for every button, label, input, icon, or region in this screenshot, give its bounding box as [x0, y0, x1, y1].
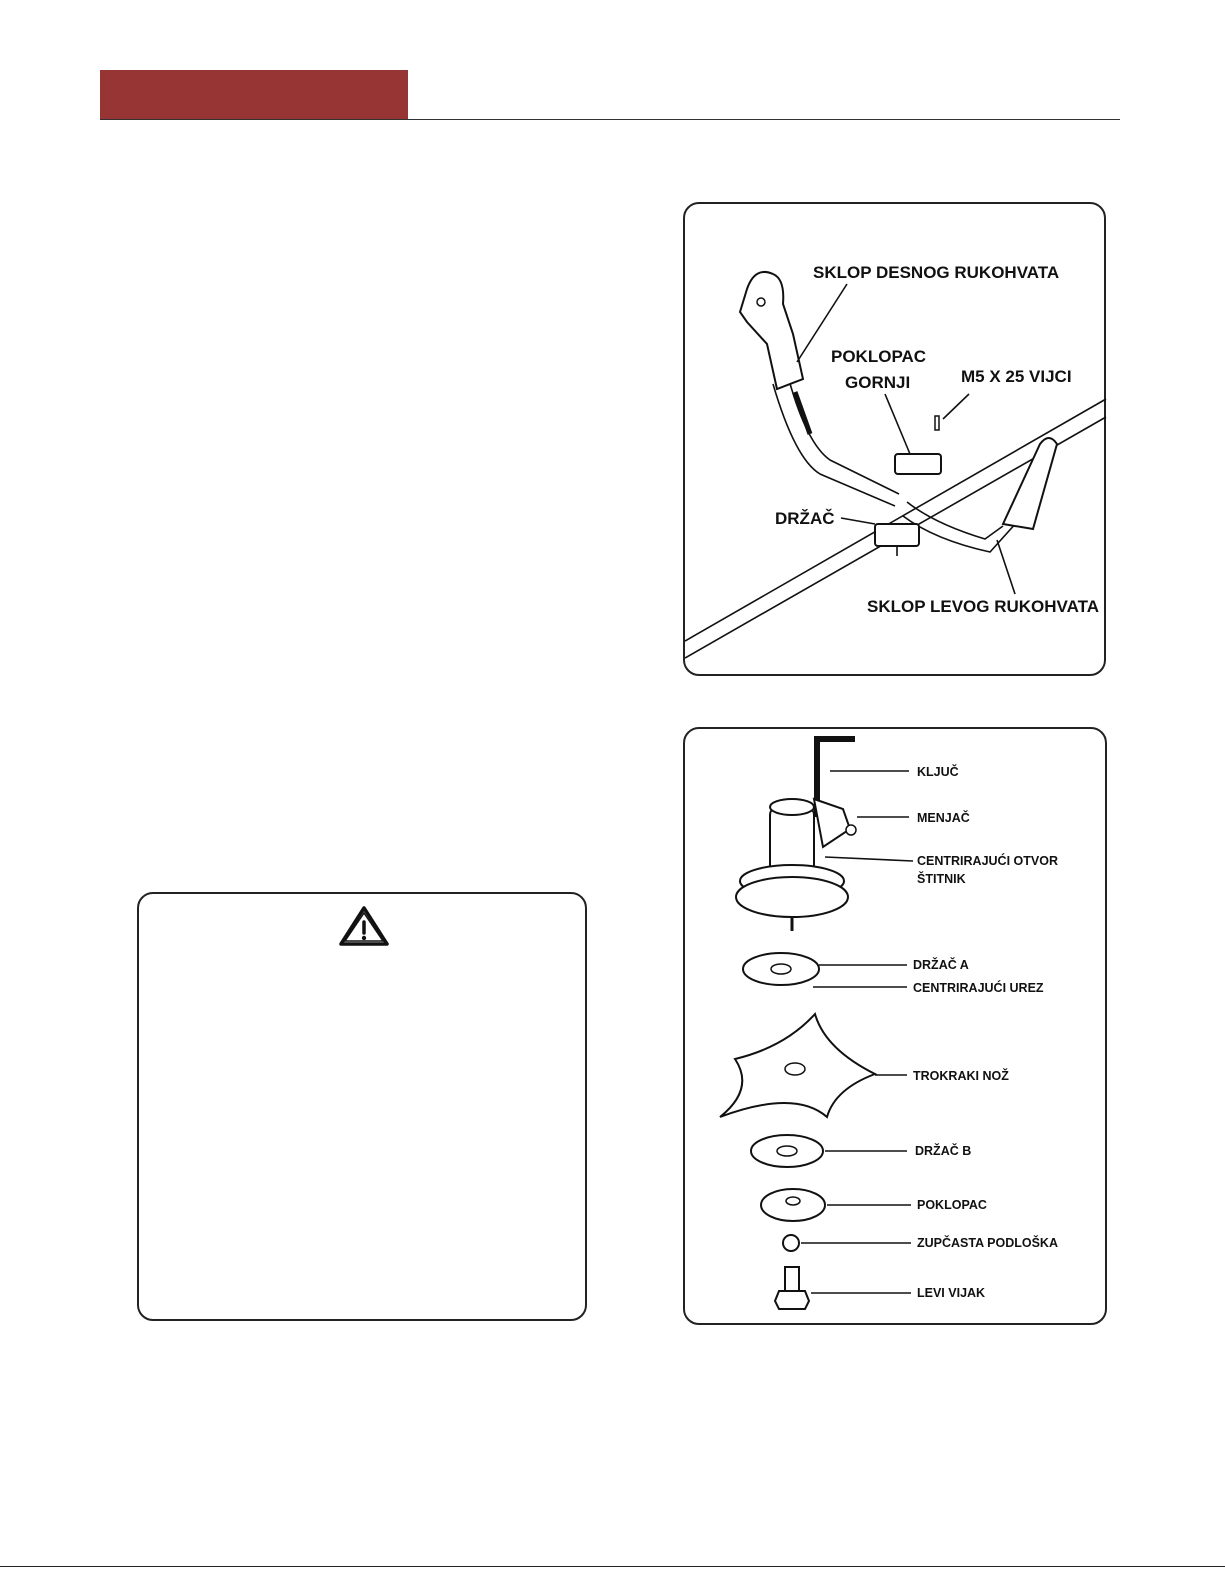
label-key: KLJUČ	[917, 765, 959, 779]
blade-assembly-drawing	[685, 729, 1109, 1327]
upper-cover-part	[895, 454, 941, 474]
washer-part	[783, 1235, 799, 1251]
label-left-screw: LEVI VIJAK	[917, 1286, 986, 1300]
label-right-handle: SKLOP DESNOG RUKOHVATA	[813, 263, 1060, 282]
label-cover: POKLOPAC	[917, 1198, 987, 1212]
warning-triangle-icon	[139, 894, 589, 1323]
label-centering-hole: CENTRIRAJUĆI OTVOR	[917, 854, 1058, 868]
footer-rule	[0, 1566, 1225, 1567]
label-shield: ŠTITNIK	[917, 872, 966, 886]
label-holder: DRŽAČ	[775, 509, 835, 528]
label-three-tooth-blade: TROKRAKI NOŽ	[913, 1069, 1009, 1083]
shield-part	[736, 877, 848, 917]
label-toothed-washer: ZUPČASTA PODLOŠKA	[917, 1236, 1058, 1250]
warning-box	[137, 892, 587, 1321]
left-handle-grip	[1003, 438, 1057, 529]
handle-assembly-drawing	[685, 204, 1108, 678]
label-holder-b: DRŽAČ B	[915, 1144, 972, 1158]
header-rule	[100, 119, 1120, 120]
screw-part	[935, 416, 939, 430]
right-handle-grip	[740, 272, 803, 389]
label-upper-cover-line2: GORNJI	[845, 373, 911, 392]
label-holder-a: DRŽAČ A	[913, 958, 969, 972]
screw-part	[785, 1267, 799, 1291]
blade-assembly-figure	[683, 727, 1107, 1325]
label-upper-cover-line1: POKLOPAC	[831, 347, 927, 366]
handle-assembly-figure	[683, 202, 1106, 676]
holder-part	[875, 524, 919, 546]
label-centering-notch: CENTRIRAJUĆI UREZ	[913, 981, 1044, 995]
header-accent-tab	[100, 70, 408, 120]
label-screws: M5 X 25 VIJCI	[961, 367, 1072, 386]
label-left-handle: SKLOP LEVOG RUKOHVATA	[867, 597, 1100, 616]
label-gearbox: MENJAČ	[917, 811, 970, 825]
